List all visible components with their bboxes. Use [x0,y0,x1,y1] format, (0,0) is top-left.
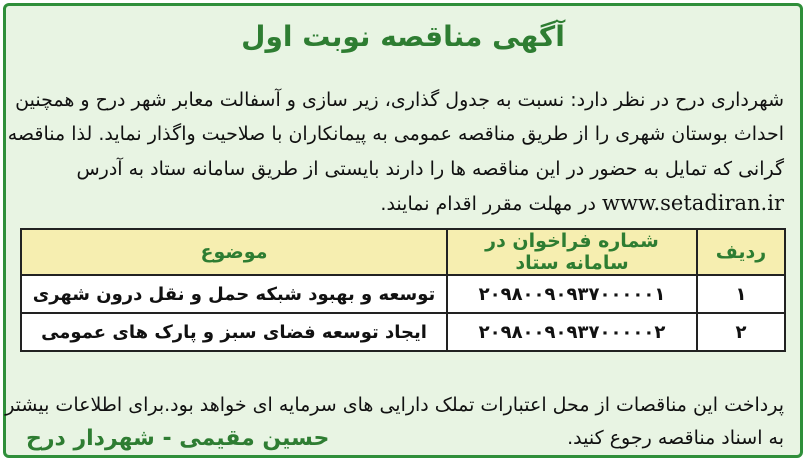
call-number-cell: ۲۰۹۸۰۰۹۰۹۳۷۰۰۰۰۰۲ [447,313,697,351]
tender-table [20,228,786,352]
footer-line-1: پرداخت این مناقصات از محل اعتبارات تملک دارایی های سرمایه ای خواهد بود.برای اطلاعات بیشتر [5,394,784,416]
header-subject: موضوع [21,229,447,275]
notice-title: آگهی مناقصه نوبت اول [241,20,565,53]
intro-line-4-tail: در مهلت مقرر اقدام نمایند. [380,193,603,215]
row-index-cell: ۱ [697,275,785,313]
table-row [21,313,785,351]
subject-cell: ایجاد توسعه فضای سبز و پارک های عمومی [21,313,447,351]
header-call-number: شماره فراخوان در سامانه ستاد [447,229,697,275]
header-row-number: ردیف [697,229,785,275]
intro-line-3: گرانی که تمایل به حضور در این مناقصه ها را دارند بایستی از طریق سامانه ستاد به آدرس [76,158,784,180]
intro-line-1: شهرداری درح در نظر دارد: نسبت به جدول گذاری، زیر سازی و آسفالت معابر شهر درح و همچنین [15,89,784,111]
intro-line-2: احداث بوستان شهری را از طریق مناقصه عمومی به پیمانکاران با صلاحیت واگذار نماید. لذا مناقصه [7,123,784,145]
mayor-signature: حسین مقیمی - شهردار درح [26,426,330,451]
tender-notice-box [3,3,803,458]
call-number-cell: ۲۰۹۸۰۰۹۰۹۳۷۰۰۰۰۰۱ [447,275,697,313]
setad-url-link[interactable]: www.setadiran.ir [602,191,784,215]
table-row [21,275,785,313]
row-index-cell: ۲ [697,313,785,351]
intro-line-4 [22,187,784,220]
table-header-row [21,229,785,275]
footer-line-2: به اسناد مناقصه رجوع کنید. [567,427,784,449]
subject-cell: توسعه و بهبود شبکه حمل و نقل درون شهری [21,275,447,313]
